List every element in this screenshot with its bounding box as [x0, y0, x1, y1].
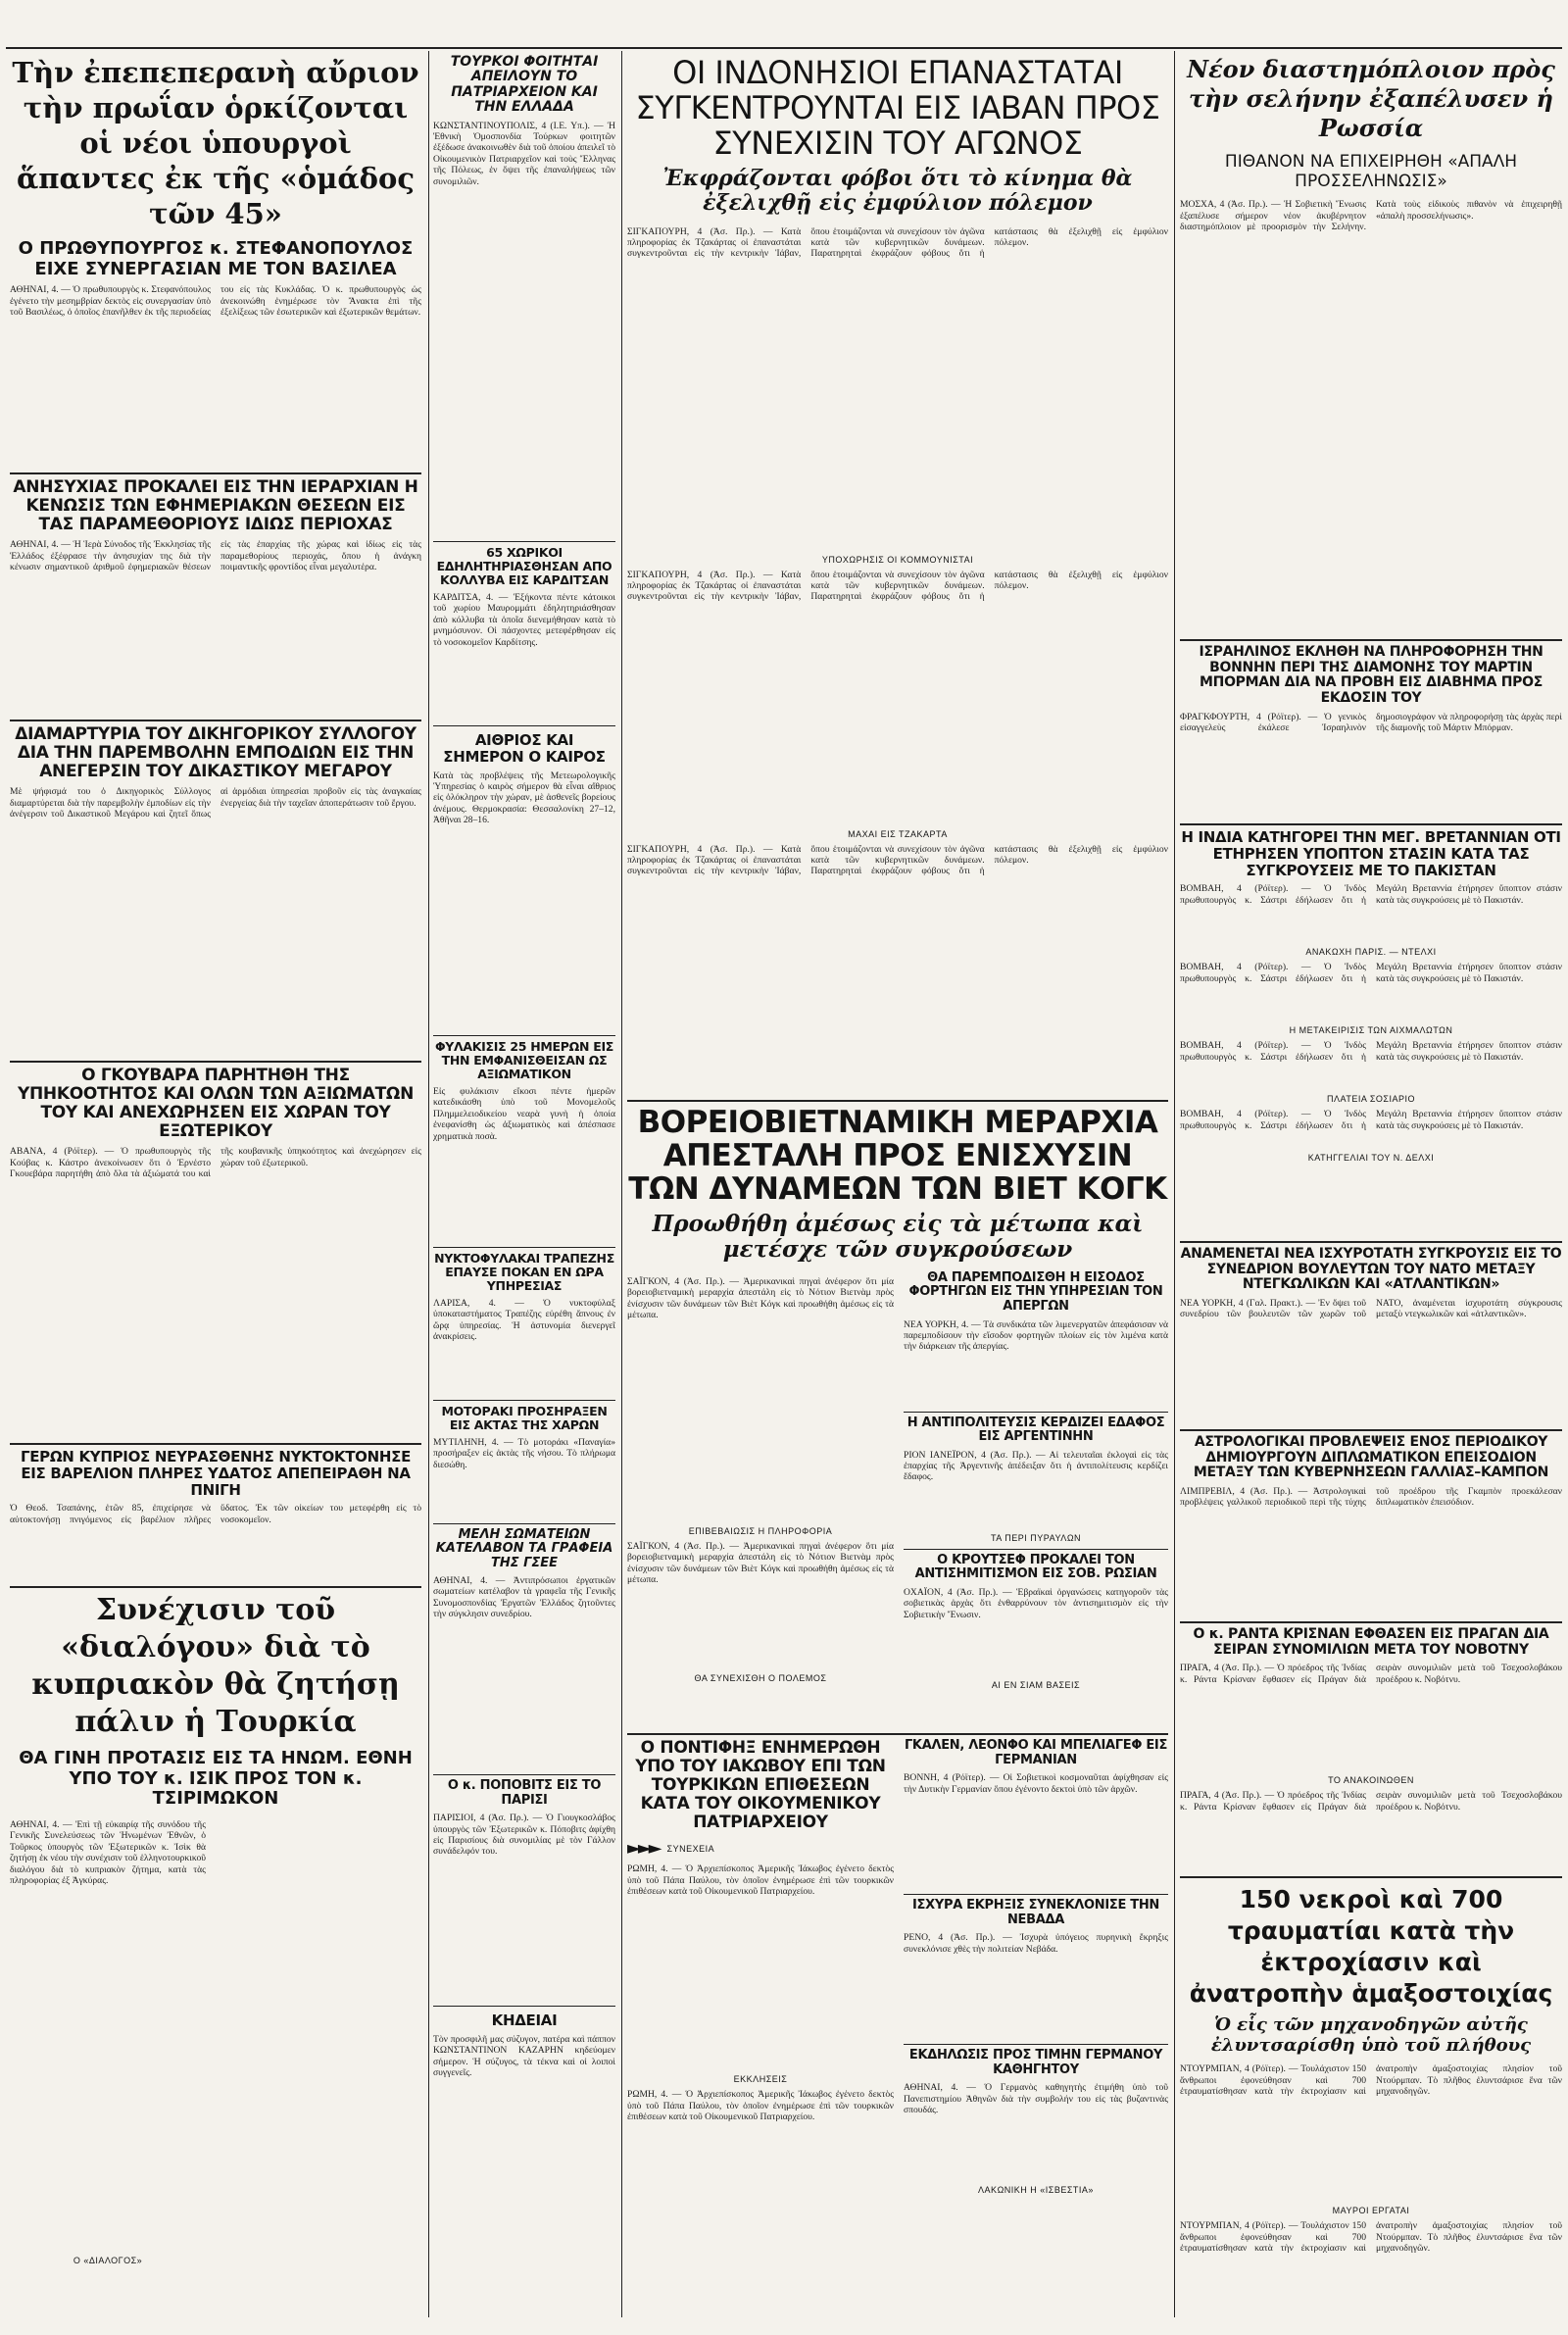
section-heading: ΤΟ ΑΝΑΚΟΙΝΩΘΕΝ — [1328, 1775, 1414, 1786]
article-radhakrishnan-prague — [1180, 1621, 1562, 1872]
headline: ΜΕΛΗ ΣΩΜΑΤΕΙΩΝ ΚΑΤΕΛΑΒΟΝ ΤΑ ΓΡΑΦΕΙΑ ΤΗΣ ΓΣΕΕ — [435, 1527, 613, 1570]
article-cypriot-elder — [10, 1443, 421, 1582]
article-body: ΒΟΝΝΗ, 4 (Ρόϊτερ). — Οἱ Σοβιετικοὶ κοσμοναῦται ἀφίχθησαν εἰς τὴν Δυτικὴν Γερμανίαν ὅπου ἐγένοντο δεκτοὶ ὑπὸ τῶν ἀρχῶν. — [904, 1772, 1168, 1795]
article-body: ΚΩΝΣΤΑΝΤΙΝΟΥΠΟΛΙΣ, 4 (Ι.Ε. Υπ.). — Ἡ Ἐθνικὴ Ὁμοσπονδία Τούρκων φοιτητῶν ἐξέδωσε ἀνακοινωθὲν διὰ τοῦ ὁποίου ἀπειλεῖ τὸ Οἰκουμενικὸν Πατριαρχεῖον καὶ τοὺς Ἕλληνας τῆς Πόλεως, ἐν ὄψει τῆς ἐπαναλήψεως τῶν συνομιλιῶν. — [433, 120, 615, 187]
article-body: ΡΩΜΗ, 4. — Ὁ Ἀρχιεπίσκοπος Ἀμερικῆς Ἰάκωβος ἐγένετο δεκτὸς ὑπὸ τοῦ Πάπα Παύλου, τὸν ὁποῖον ἐνημέρωσε ἐπὶ τῶν τουρκικῶν ἐπιθέσεων κατὰ τοῦ Οἰκουμενικοῦ Πατριαρχείου. — [627, 1863, 894, 1897]
article-body: Τὸν προσφιλῆ μας σύζυγον, πατέρα καὶ πάππον ΚΩΝΣΤΑΝΤΙΝΟΝ ΚΑΖΑΡΗΝ κηδεύομεν σήμερον. Ἡ σύζυγος, τὰ τέκνα καὶ οἱ λοιποὶ συγγενεῖς. — [433, 2033, 615, 2079]
article-indonesian-rebels — [627, 55, 1168, 1094]
article-turkish-students — [433, 55, 615, 535]
subheadline: Ὁ εἷς τῶν μηχανοδηγῶν αὐτῆς ἐλυντσαρίσθη ὑπὸ τοῦ πλήθους — [1210, 2014, 1532, 2056]
article-body: ΡΕΝΟ, 4 (Ἀσ. Πρ.). — Ἰσχυρὰ ὑπόγειος πυρηνικὴ ἔκρηξις συνεκλόνισε χθὲς τὴν πολιτείαν Νεβάδα. — [904, 1932, 1168, 1955]
section-heading: ΚΑΤΗΓΓΕΛΙΑΙ ΤΟΥ Ν. ΔΕΛΧΙ — [1307, 1153, 1435, 1164]
article-body: ΣΑΪΓΚΟΝ, 4 (Ἀσ. Πρ.). — Ἀμερικανικαὶ πηγαὶ ἀνέφερον ὅτι μία βορειοβιετναμικὴ μεραρχία ἀπεστάλη εἰς τὸ Νότιον Βιετνὰμ πρὸς ἐνίσχυσιν τῶν δυνάμεων τῶν Βιὲτ Κόγκ καὶ προωθήθη ἀμέσως εἰς τὰ μέτωπα. — [627, 1540, 894, 1586]
article-nato-parliamentarians — [1180, 1241, 1562, 1425]
section-heading: ΤΑ ΠΕΡΙ ΠΥΡΑΥΛΩΝ — [990, 1532, 1082, 1543]
section-heading: ΕΚΚΛΗΣΕΙΣ — [733, 2074, 788, 2085]
article-body: ΝΕΑ ΥΟΡΚΗ, 4. — Τὰ συνδικάτα τῶν λιμενεργατῶν ἀπεφάσισαν νὰ παρεμποδίσουν τὴν εἴσοδον φορτηγῶν πλοίων εἰς τὸν λιμένα κατὰ τὴν διάρκειαν τῆς ἀπεργίας. — [904, 1318, 1168, 1353]
headline: ΚΗΔΕΙΑΙ — [491, 2012, 558, 2029]
article-body: ΡΩΜΗ, 4. — Ὁ Ἀρχιεπίσκοπος Ἀμερικῆς Ἰάκωβος ἐγένετο δεκτὸς ὑπὸ τοῦ Πάπα Παύλου, τὸν ὁποῖον ἐνημέρωσε ἐπὶ τῶν τουρκικῶν ἐπιθέσεων κατὰ τοῦ Οἰκουμενικοῦ Πατριαρχείου. — [627, 2089, 894, 2122]
section-heading: Η ΜΕΤΑΚΕΙΡΙΣΙΣ ΤΩΝ ΑΙΧΜΑΛΩΤΩΝ — [1289, 1025, 1453, 1036]
article-train-derailment — [1180, 1876, 1562, 2323]
article-motorboat — [433, 1400, 615, 1518]
headline: ΑΣΤΡΟΛΟΓΙΚΑΙ ΠΡΟΒΛΕΨΕΙΣ ΕΝΟΣ ΠΕΡΙΟΔΙΚΟΥ ΔΗΜΙΟΥΡΓΟΥΝ ΔΙΠΛΩΜΑΤΙΚΟΝ ΕΠΕΙΣΟΔΙΟΝ ΜΕΤΑΞΥ ΤΩΝ ΚΥΒΕΡΝΗΣΕΩΝ ΓΑΛΛΙΑΣ–ΚΑΜΠΟΝ — [1193, 1434, 1549, 1481]
headline: Ο ΚΡΟΥΤΣΕΦ ΠΡΟΚΑΛΕΙ ΤΟΝ ΑΝΤΙΣΗΜΙΤΙΣΜΟΝ ΕΙΣ ΣΟΒ. ΡΩΣΙΑΝ — [914, 1552, 1157, 1582]
continuation-arrow-icon: ►►► — [627, 1838, 660, 1860]
headline: ΜΟΤΟΡΑΚΙ ΠΡΟΣΗΡΑΞΕΝ ΕΙΣ ΑΚΤΑΣ ΤΗΣ ΧΑΡΩΝ — [441, 1404, 608, 1432]
article-body: ΛΑΡΙΣΑ, 4. — Ὁ νυκτοφύλαξ ὑποκαταστήματος Τραπέζης εὑρέθη ἄπνους ἐν ὥρᾳ ὑπηρεσίας. Ἡ ἀστυνομία διενεργεῖ ἀνακρίσεις. — [433, 1298, 615, 1343]
subheadline: Ἐκφράζονται φόβοι ὅτι τὸ κίνημα θὰ ἐξελιχθῇ εἰς ἐμφύλιον πόλεμον — [662, 166, 1133, 217]
column-rule — [1174, 51, 1175, 2317]
continues-label: ΣΥΝΕΧΕΙΑ — [666, 1843, 715, 1854]
column-rule — [428, 51, 429, 2317]
headline: ΔΙΑΜΑΡΤΥΡΙΑ ΤΟΥ ΔΙΚΗΓΟΡΙΚΟΥ ΣΥΛΛΟΓΟΥ ΔΙΑ ΤΗΝ ΠΑΡΕΜΒΟΛΗΝ ΕΜΠΟΔΙΩΝ ΕΙΣ ΤΗΝ ΑΝΕΓΕΡΣΙΝ ΤΟΥ ΔΙΚΑΣΤΙΚΟΥ ΜΕΓΑΡΟΥ — [15, 724, 416, 782]
headline: Η ΑΝΤΙΠΟΛΙΤΕΥΣΙΣ ΚΕΡΔΙΖΕΙ ΕΔΑΦΟΣ ΕΙΣ ΑΡΓΕΝΤΙΝΗΝ — [906, 1415, 1165, 1445]
article-body: ΑΒΑΝΑ, 4 (Ρόϊτερ). — Ὁ πρωθυπουργὸς τῆς Κούβας κ. Κάστρο ἀνεκοίνωσεν ὅτι ὁ Ἐρνέστο Γκουεβάρα παρητήθη ἀπὸ ὅλα τὰ ἀξιώματά του καὶ τῆς κουβανικῆς ὑπηκοότητος καὶ ἀνεχώρησεν εἰς χώραν τοῦ ἐξωτερικοῦ. — [10, 1146, 421, 1179]
article-body: ΠΑΡΙΣΙΟΙ, 4 (Ἀσ. Πρ.). — Ὁ Γιουγκοσλάβος ὑπουργὸς τῶν Ἐξωτερικῶν κ. Πόποβιτς ἀφίχθη εἰς Παρισίους διὰ συνομιλίας μὲ τὸν Γάλλον συνάδελφόν του. — [433, 1813, 615, 1858]
article-pope-iakovos — [627, 1733, 1168, 2323]
headline: Ο κ. ΠΟΠΟΒΙΤΣ ΕΙΣ ΤΟ ΠΑΡΙΣΙ — [447, 1778, 602, 1808]
headline: ΙΣΡΑΗΛΙΝΟΣ ΕΚΛΗΘΗ ΝΑ ΠΛΗΡΟΦΟΡΗΣΗ ΤΗΝ ΒΟΝΝΗΝ ΠΕΡΙ ΤΗΣ ΔΙΑΜΟΝΗΣ ΤΟΥ ΜΑΡΤΙΝ ΜΠΟΡΜΑΝ ΔΙΑ ΝΑ ΠΡΟΒΗ ΕΙΣ ΔΙΑΒΗΜΑ ΠΡΟΣ ΕΚΔΟΣΙΝ ΤΟΥ — [1199, 644, 1544, 707]
headline: ΙΣΧΥΡΑ ΕΚΡΗΞΙΣ ΣΥΝΕΚΛΟΝΙΣΕ ΤΗΝ ΝΕΒΑΔΑ — [912, 1898, 1159, 1927]
article-cosmonauts-germany — [904, 1735, 1168, 1895]
article-body: ΑΘΗΝΑΙ, 4. — Ὁ πρωθυπουργὸς κ. Στεφανόπουλος ἐγένετο τὴν μεσημβρίαν δεκτὸς εἰς συνεργασίαν ὑπὸ τοῦ Βασιλέως, ὁ ὁποῖος ἐπανῆλθεν ἐκ τῆς περιοδείας του εἰς τὰς Κυκλάδας. Ὁ κ. πρωθυπουργὸς ὡς ἀνεκοινώθη ἐνημέρωσε τὸν Ἄνακτα ἐπὶ τῆς ἐξελίξεως τῶν ἐσωτερικῶν καὶ ἐξωτερικῶν θεμάτων. — [10, 284, 421, 319]
article-body: ΒΟΜΒΑΗ, 4 (Ρόϊτερ). — Ὁ Ἰνδὸς πρωθυπουργὸς κ. Σάστρι ἐδήλωσεν ὅτι ἡ Μεγάλη Βρεταννία ἐτήρησεν ὕποπτον στάσιν κατὰ τὰς συγκρούσεις μὲ τὸ Πακιστάν. — [1180, 883, 1562, 906]
article-body: ΜΟΣΧΑ, 4 (Ἀσ. Πρ.). — Ἡ Σοβιετικὴ Ἕνωσις ἐξαπέλυσε σήμερον νέον ἀκυβέρνητον διαστημόπλοιον μὲ προορισμὸν τὴν Σελήνην. Κατὰ τοὺς εἰδικοὺς πιθανὸν νὰ ἐπιχειρηθῇ «ἀπαλὴ προσσελήνωσις». — [1180, 199, 1562, 232]
headline: Συνέχισιν τοῦ «διαλόγου» διὰ τὸ κυπριακὸν θὰ ζητήσῃ πάλιν ἡ Τουρκία — [31, 1593, 400, 1739]
article-body: ΣΑΪΓΚΟΝ, 4 (Ἀσ. Πρ.). — Ἀμερικανικαὶ πηγαὶ ἀνέφερον ὅτι μία βορειοβιετναμικὴ μεραρχία ἀπεστάλη εἰς τὸ Νότιον Βιετνὰμ πρὸς ἐνίσχυσιν τῶν δυνάμεων τῶν Βιὲτ Κόγκ καὶ προωθήθη ἀμέσως εἰς τὰ μέτωπα. — [627, 1275, 894, 1321]
headline: ΒΟΡΕΙΟΒΙΕΤΝΑΜΙΚΗ ΜΕΡΑΡΧΙΑ ΑΠΕΣΤΑΛΗ ΠΡΟΣ ΕΝΙΣΧΥΣΙΝ ΤΩΝ ΔΥΝΑΜΕΩΝ ΤΩΝ ΒΙΕΤ ΚΟΓΚ — [628, 1105, 1167, 1207]
article-body: Εἰς φυλάκισιν εἴκοσι πέντε ἡμερῶν κατεδικάσθη ὑπὸ τοῦ Μονομελοῦς Πλημμελειοδικείου νεαρὰ γυνὴ ἡ ὁποία ἐνεφανίσθη ὡς ἀξιωματικὸς καὶ ἀπέσπασε χρηματικὰ ποσὰ. — [433, 1086, 615, 1142]
headline: ΦΥΛΑΚΙΣΙΣ 25 ΗΜΕΡΩΝ ΕΙΣ ΤΗΝ ΕΜΦΑΝΙΣΘΕΙΣΑΝ ΩΣ ΑΞΙΩΜΑΤΙΚΟΝ — [434, 1039, 614, 1081]
article-impostor-officer — [433, 1035, 615, 1242]
article-body: Κατὰ τὰς προβλέψεις τῆς Μετεωρολογικῆς Ὑπηρεσίας ὁ καιρὸς σήμερον θὰ εἶναι αἴθριος εἰς ὁλόκληρον τὴν χώραν, μὲ ἀσθενεῖς βορείους ἀνέμους. Θερμοκρασία: Θεσσαλονίκη 27–12, Ἀθῆναι 28–16. — [433, 770, 615, 826]
headline: ΓΕΡΩΝ ΚΥΠΡΙΟΣ ΝΕΥΡΑΣΘΕΝΗΣ ΝΥΚΤΟΚΤΟΝΗΣΕ ΕΙΣ ΒΑΡΕΛΙΟΝ ΠΛΗΡΕΣ ΥΔΑΤΟΣ ΑΠΕΠΕΙΡΑΘΗ ΝΑ ΠΝΙΓΗ — [20, 1448, 412, 1499]
article-body: ΒΟΜΒΑΗ, 4 (Ρόϊτερ). — Ὁ Ἰνδὸς πρωθυπουργὸς κ. Σάστρι ἐδήλωσεν ὅτι ἡ Μεγάλη Βρεταννία ἐτήρησεν ὕποπτον στάσιν κατὰ τὰς συγκρούσεις μὲ τὸ Πακιστάν. — [1180, 962, 1562, 984]
article-body: ΒΟΜΒΑΗ, 4 (Ρόϊτερ). — Ὁ Ἰνδὸς πρωθυπουργὸς κ. Σάστρι ἐδήλωσεν ὅτι ἡ Μεγάλη Βρεταννία ἐτήρησεν ὕποπτον στάσιν κατὰ τὰς συγκρούσεις μὲ τὸ Πακιστάν. — [1180, 1109, 1562, 1131]
article-unions-gsee — [433, 1523, 615, 1769]
headline: ΑΙΘΡΙΟΣ ΚΑΙ ΣΗΜΕΡΟΝ Ο ΚΑΙΡΟΣ — [443, 731, 606, 766]
article-astrology-incident — [1180, 1429, 1562, 1617]
article-bar-association — [10, 720, 421, 1057]
section-heading: Ο «ΔΙΑΛΟΓΟΣ» — [73, 2256, 143, 2266]
article-body: ΝΤΟΥΡΜΠΑΝ, 4 (Ρόϊτερ). — Τουλάχιστον 150 ἄνθρωποι ἐφονεύθησαν καὶ 700 ἐτραυματίσθησαν κατὰ τὴν ἐκτροχίασιν καὶ ἀνατροπὴν ἁμαξοστοιχίας πλησίον τοῦ Ντούρμπαν. Τὸ πλῆθος ἐλυντσάρισε ἕνα τῶν μηχανοδηγῶν. — [1180, 2063, 1562, 2098]
headline: Ο ΓΚΟΥΒΑΡΑ ΠΑΡΗΤΗΘΗ ΤΗΣ ΥΠΗΚΟΟΤΗΤΟΣ ΚΑΙ ΟΛΩΝ ΤΩΝ ΑΞΙΩΜΑΤΩΝ ΤΟΥ ΚΑΙ ΑΝΕΧΩΡΗΣΕΝ ΕΙΣ ΧΩΡΑΝ ΤΟΥ ΕΞΩΤΕΡΙΚΟΥ — [17, 1066, 415, 1142]
masthead-rule — [6, 47, 1562, 49]
article-body: ΠΡΑΓΑ, 4 (Ἀσ. Πρ.). — Ὁ πρόεδρος τῆς Ἰνδίας κ. Ράντα Κρίσναν ἔφθασεν εἰς Πράγαν διὰ σειρὰν συνομιλιῶν μετὰ τοῦ Τσεχοσλοβάκου προέδρου κ. Νοβότνυ. — [1180, 1790, 1562, 1813]
article-ministers-oath — [10, 55, 421, 467]
article-poisoning — [433, 541, 615, 719]
article-body: ΑΘΗΝΑΙ, 4. — Ἀντιπρόσωποι ἐργατικῶν σωματείων κατέλαβον τὰ γραφεῖα τῆς Γενικῆς Συνομοσπονδίας Ἐργατῶν Ἑλλάδος ζητοῦντες τὴν σύγκλησιν συνεδρίου. — [433, 1574, 615, 1620]
subheadline: ΘΑ ΓΙΝΗ ΠΡΟΤΑΣΙΣ ΕΙΣ ΤΑ ΗΝΩΜ. ΕΘΝΗ ΥΠΟ ΤΟΥ κ. ΙΣΙΚ ΠΡΟΣ ΤΟΝ κ. ΤΣΙΡΙΜΩΚΟΝ — [19, 1748, 413, 1810]
article-body: ΝΕΑ ΥΟΡΚΗ, 4 (Γαλ. Πρακτ.). — Ἐν ὄψει τοῦ συνεδρίου τῶν βουλευτῶν τῶν χωρῶν τοῦ ΝΑΤΟ, ἀναμένεται ἰσχυροτάτη σύγκρουσις μεταξὺ ντεγκωλικῶν καὶ «ἀτλαντικῶν». — [1180, 1298, 1562, 1320]
headline: 65 ΧΩΡΙΚΟΙ ΕΔΗΛΗΤΗΡΙΑΣΘΗΣΑΝ ΑΠΟ ΚΟΛΛΥΒΑ ΕΙΣ ΚΑΡΔΙΤΣΑΝ — [436, 545, 612, 587]
section-heading: ΑΙ ΕΝ ΣΙΑΜ ΒΑΣΕΙΣ — [991, 1679, 1081, 1690]
headline: ΟΙ ΙΝΔΟΝΗΣΙΟΙ ΕΠΑΝΑΣΤΑΤΑΙ ΣΥΓΚΕΝΤΡΟΥΝΤΑΙ ΕΙΣ ΙΑΒΑΝ ΠΡΟΣ ΣΥΝΕΧΙΣΙΝ ΤΟΥ ΑΓΩΝΟΣ — [635, 55, 1160, 162]
article-body: ΑΘΗΝΑΙ, 4. — Ὁ Γερμανὸς καθηγητὴς ἐτιμήθη ὑπὸ τοῦ Πανεπιστημίου Ἀθηνῶν διὰ τὴν συμβολήν του εἰς τὰς βυζαντινὰς σπουδάς. — [904, 2082, 1168, 2116]
article-body: ΣΙΓΚΑΠΟΥΡΗ, 4 (Ἀσ. Πρ.). — Κατὰ πληροφορίας ἐκ Τζακάρτας οἱ ἐπαναστάται συγκεντροῦνται εἰς τὴν κεντρικὴν Ἰάβαν, ὅπου ἑτοιμάζονται νὰ συνεχίσουν τὸν ἀγῶνα κατὰ τῶν κυβερνητικῶν δυνάμεων. Παρατηρηταὶ ἐκφράζουν φόβους ὅτι ἡ κατάστασις θὰ ἐξελιχθῇ εἰς ἐμφύλιον πόλεμον. — [627, 569, 1168, 603]
article-body: ΒΟΜΒΑΗ, 4 (Ρόϊτερ). — Ὁ Ἰνδὸς πρωθυπουργὸς κ. Σάστρι ἐδήλωσεν ὅτι ἡ Μεγάλη Βρεταννία ἐτήρησεν ὕποπτον στάσιν κατὰ τὰς συγκρούσεις μὲ τὸ Πακιστάν. — [1180, 1040, 1562, 1063]
article-funerals — [433, 2006, 615, 2320]
section-heading: ΜΑΥΡΟΙ ΕΡΓΑΤΑΙ — [1332, 2206, 1410, 2216]
article-night-guard — [433, 1247, 615, 1395]
article-clergy-vacancies — [10, 472, 421, 716]
article-german-professor — [904, 2045, 1168, 2197]
section-heading: ΘΑ ΣΥΝΕΧΙΣΘΗ Ο ΠΟΛΕΜΟΣ — [694, 1672, 827, 1683]
article-body: ΑΘΗΝΑΙ, 4. — Ἐπὶ τῇ εὐκαιρίᾳ τῆς συνόδου τῆς Γενικῆς Συνελεύσεως τῶν Ἡνωμένων Ἐθνῶν, ὁ Τοῦρκος ὑπουργὸς τῶν Ἐξωτερικῶν κ. Ἰσὶκ θὰ ζητήσῃ ἐκ νέου τὴν συνέχισιν τοῦ ἑλληνοτουρκικοῦ διαλόγου διὰ τὸ κυπριακὸν ζήτημα, κατὰ τὰς πληροφορίας ἐξ Ἀγκύρας. — [10, 1819, 206, 1887]
section-heading: ΥΠΟΧΩΡΗΣΙΣ ΟΙ ΚΟΜΜΟΥΝΙΣΤΑΙ — [821, 554, 974, 565]
article-body: ΦΡΑΓΚΦΟΥΡΤΗ, 4 (Ρόϊτερ). — Ὁ γενικὸς εἰσαγγελεὺς ἐκάλεσε Ἰσραηλινὸν δημοσιογράφον νὰ πληροφορήσῃ τὰς ἀρχὰς περὶ τῆς διαμονῆς τοῦ Μάρτιν Μπόρμαν. — [1180, 711, 1562, 734]
article-body: ΣΙΓΚΑΠΟΥΡΗ, 4 (Ἀσ. Πρ.). — Κατὰ πληροφορίας ἐκ Τζακάρτας οἱ ἐπαναστάται συγκεντροῦνται εἰς τὴν κεντρικὴν Ἰάβαν, ὅπου ἑτοιμάζονται νὰ συνεχίσουν τὸν ἀγῶνα κατὰ τῶν κυβερνητικῶν δυνάμεων. Παρατηρηταὶ ἐκφράζουν φόβους ὅτι ἡ κατάστασις θὰ ἐξελιχθῇ εἰς ἐμφύλιον πόλεμον. — [627, 225, 1168, 260]
headline: 150 νεκροὶ καὶ 700 τραυματίαι κατὰ τὴν ἐκτροχίασιν καὶ ἀνατροπὴν ἁμαξοστοιχίας — [1189, 1885, 1553, 2008]
article-body: ΡΙΟΝ ΙΑΝΕΪΡΟΝ, 4 (Ἀσ. Πρ.). — Αἱ τελευταῖαι ἐκλογαὶ εἰς τὰς ἐπαρχίας τῆς Ἀργεντινῆς ἀπέδειξαν ὅτι ἡ ἀντιπολίτευσις κερδίζει ἔδαφος. — [904, 1449, 1168, 1483]
article-weather — [433, 725, 615, 1030]
article-body: ΟΧΑΪΟΝ, 4 (Ἀσ. Πρ.). — Ἑβραϊκαὶ ὀργανώσεις κατηγοροῦν τὰς σοβιετικὰς ἀρχὰς ὅτι ἐνθαρρύνουν τὸν ἀντισημιτισμὸν εἰς τὴν Σοβιετικὴν Ἕνωσιν. — [904, 1586, 1168, 1620]
headline: Ο ΠΟΝΤΙΦΗΞ ΕΝΗΜΕΡΩΘΗ ΥΠΟ ΤΟΥ ΙΑΚΩΒΟΥ ΕΠΙ ΤΩΝ ΤΟΥΡΚΙΚΩΝ ΕΠΙΘΕΣΕΩΝ ΚΑΤΑ ΤΟΥ ΟΙΚΟΥΜΕΝΙΚΟΥ ΠΑΤΡΙΑΡΧΕΙΟΥ — [635, 1738, 886, 1833]
subheadline: Προωθήθη ἀμέσως εἰς τὰ μέτωπα καὶ μετέσχε τῶν συγκρούσεων — [652, 1211, 1144, 1264]
article-india-britain — [1180, 823, 1562, 1237]
article-north-vietnam-division — [627, 1100, 1168, 1729]
headline: ΕΚΔΗΛΩΣΙΣ ΠΡΟΣ ΤΙΜΗΝ ΓΕΡΜΑΝΟΥ ΚΑΘΗΓΗΤΟΥ — [908, 2048, 1163, 2077]
article-body: ΛΙΜΠΡΕΒΙΛ, 4 (Ἀσ. Πρ.). — Ἀστρολογικαὶ προβλέψεις γαλλικοῦ περιοδικοῦ περὶ τῆς τύχης τοῦ προέδρου τῆς Γκαμπὸν προεκάλεσαν διπλωματικὸν ἐπεισόδιον. — [1180, 1486, 1562, 1509]
section-heading: ΜΑΧΑΙ ΕΙΣ ΤΖΑΚΑΡΤΑ — [848, 828, 948, 839]
headline: Τὴν ἐπεπεπερανὴ αὔριον τὴν πρωΐαν ὁρκίζονται οἱ νέοι ὑπουργοὶ ἅπαντες ἐκ τῆς «ὁμάδος τῶν 45» — [12, 56, 419, 230]
article-bormann — [1180, 639, 1562, 820]
article-body: ΣΙΓΚΑΠΟΥΡΗ, 4 (Ἀσ. Πρ.). — Κατὰ πληροφορίας ἐκ Τζακάρτας οἱ ἐπαναστάται συγκεντροῦνται εἰς τὴν κεντρικὴν Ἰάβαν, ὅπου ἑτοιμάζονται νὰ συνεχίσουν τὸν ἀγῶνα κατὰ τῶν κυβερνητικῶν δυνάμεων. Παρατηρηταὶ ἐκφράζουν φόβους ὅτι ἡ κατάστασις θὰ ἐξελιχθῇ εἰς ἐμφύλιον πόλεμον. — [627, 843, 1168, 877]
headline: ΝΥΚΤΟΦΥΛΑΚΑΙ ΤΡΑΠΕΖΗΣ ΕΠΑΥΣΕ ΠΟΚΑΝ ΕΝ ΩΡΑ ΥΠΗΡΕΣΙΑΣ — [434, 1251, 614, 1293]
section-heading: ΛΑΚΩΝΙΚΗ Η «ΙΣΒΕΣΤΙΑ» — [978, 2185, 1094, 2196]
headline: Νέον διαστημόπλοιον πρὸς τὴν σελήνην ἐξαπέλυσεν ἡ Ρωσσία — [1187, 55, 1555, 142]
headline: Η ΙΝΔΙΑ ΚΑΤΗΓΟΡΕΙ ΤΗΝ ΜΕΓ. ΒΡΕΤΑΝΝΙΑΝ ΟΤΙ ΕΤΗΡΗΣΕΝ ΥΠΟΠΤΟΝ ΣΤΑΣΙΝ ΚΑΤΑ ΤΑΣ ΣΥΓΚΡΟΥΣΕΙΣ ΜΕ ΤΟ ΠΑΚΙΣΤΑΝ — [1181, 828, 1561, 879]
headline: ΑΝΗΣΥΧΙΑΣ ΠΡΟΚΑΛΕΙ ΕΙΣ ΤΗΝ ΙΕΡΑΡΧΙΑΝ Η ΚΕΝΩΣΙΣ ΤΩΝ ΕΦΗΜΕΡΙΑΚΩΝ ΘΕΣΕΩΝ ΕΙΣ ΤΑΣ ΠΑΡΑΜΕΘΟΡΙΟΥΣ ΙΔΙΩΣ ΠΕΡΙΟΧΑΣ — [13, 477, 418, 535]
article-soviet-moon-probe — [1180, 55, 1562, 633]
article-body: ΝΤΟΥΡΜΠΑΝ, 4 (Ρόϊτερ). — Τουλάχιστον 150 ἄνθρωποι ἐφονεύθησαν καὶ 700 ἐτραυματίσθησαν κατὰ τὴν ἐκτροχίασιν καὶ ἀνατροπὴν ἁμαξοστοιχίας πλησίον τοῦ Ντούρμπαν. Τὸ πλῆθος ἐλυντσάρισε ἕνα τῶν μηχανοδηγῶν. — [1180, 2220, 1562, 2255]
article-freighters-strike — [904, 1271, 1168, 1413]
article-body: ΠΡΑΓΑ, 4 (Ἀσ. Πρ.). — Ὁ πρόεδρος τῆς Ἰνδίας κ. Ράντα Κρίσναν ἔφθασεν εἰς Πράγαν διὰ σειρὰν συνομιλιῶν μετὰ τοῦ Τσεχοσλοβάκου προέδρου κ. Νοβότνυ. — [1180, 1663, 1562, 1685]
article-body: ΑΘΗΝΑΙ, 4. — Ἡ Ἱερὰ Σύνοδος τῆς Ἐκκλησίας τῆς Ἑλλάδος ἐξέφρασε τὴν ἀνησυχίαν της διὰ τὴν κένωσιν σημαντικοῦ ἀριθμοῦ ἐφημεριακῶν θέσεων εἰς τὰς ἐπαρχίας τῆς χώρας καὶ ἰδίως εἰς τὰς παραμεθορίους περιοχάς, ὅπου ἡ ἀνάγκη ποιμαντικῆς φροντίδος εἶναι μεγαλυτέρα. — [10, 539, 421, 572]
headline: ΤΟΥΡΚΟΙ ΦΟΙΤΗΤΑΙ ΑΠΕΙΛΟΥΝ ΤΟ ΠΑΤΡΙΑΡΧΕΙΟΝ ΚΑΙ ΤΗΝ ΕΛΛΑΔΑ — [450, 55, 599, 116]
article-body: ΜΥΤΙΛΗΝΗ, 4. — Τὸ μοτοράκι «Παναγία» προσήραξεν εἰς ἀκτὰς τῆς νήσου. Τὸ πλήρωμα διεσώθη. — [433, 1437, 615, 1470]
article-cyprus-dialogue — [10, 1586, 421, 2323]
article-body: ΚΑΡΔΙΤΣΑ, 4. — Ἑξήκοντα πέντε κάτοικοι τοῦ χωρίου Μαυρομμάτι ἐδηλητηριάσθησαν ἀπὸ κόλλυβα τὰ ὁποῖα διενεμήθησαν κατὰ τὸ μνημόσυνον. Οἱ πάσχοντες μετεφέρθησαν εἰς τὸ νοσοκομεῖον Καρδίτσης. — [433, 592, 615, 648]
article-popovic — [433, 1774, 615, 2001]
subheadline: ΠΙΘΑΝΟΝ ΝΑ ΕΠΙΧΕΙΡΗΘΗ «ΑΠΑΛΗ ΠΡΟΣΣΕΛΗΝΩΣΙΣ» — [1224, 152, 1518, 191]
article-argentina-opposition — [904, 1413, 1168, 1550]
headline: ΘΑ ΠΑΡΕΜΠΟΔΙΣΘΗ Η ΕΙΣΟΔΟΣ ΦΟΡΤΗΓΩΝ ΕΙΣ ΤΗΝ ΥΠΗΡΕΣΙΑΝ ΤΟΝ ΑΠΕΡΓΩΝ — [908, 1270, 1163, 1314]
article-body: Ὁ Θεοδ. Τσαπάνης, ἐτῶν 85, ἐπιχείρησε νὰ αὐτοκτονήσῃ πνιγόμενος εἰς βαρέλιον πλῆρες ὕδατος. Ἐκ τῶν οἰκείων του μετεφέρθη εἰς τὸ νοσοκομεῖον. — [10, 1503, 421, 1525]
article-body: Μὲ ψήφισμά του ὁ Δικηγορικὸς Σύλλογος διαμαρτύρεται διὰ τὴν παρεμβολὴν ἐμποδίων εἰς τὴν ἀνέγερσιν τοῦ Δικαστικοῦ Μεγάρου καὶ ζητεῖ ὅπως αἱ ἁρμόδιαι ὑπηρεσίαι προβοῦν εἰς τὰς ἀναγκαίας ἐνεργείας διὰ τὴν ταχεῖαν ἀποπεράτωσιν τοῦ ἔργου. — [10, 786, 421, 820]
headline: ΓΚΑΛΕΝ, ΛΕΟΝΦΟ ΚΑΙ ΜΠΕΛΙΑΓΕΦ ΕΙΣ ΓΕΡΜΑΝΙΑΝ — [904, 1738, 1168, 1767]
section-heading: ΑΝΑΚΩΧΗ ΠΑΡΙΣ. — ΝΤΕΛΧΙ — [1305, 947, 1437, 958]
section-heading: ΠΛΑΤΕΙΑ ΣΟΣΙΑΡΙΟ — [1327, 1094, 1415, 1105]
subheadline: Ο ΠΡΩΘΥΠΟΥΡΓΟΣ κ. ΣΤΕΦΑΝΟΠΟΥΛΟΣ ΕΙΧΕ ΣΥΝΕΡΓΑΣΙΑΝ ΜΕ ΤΟΝ ΒΑΣΙΛΕΑ — [18, 238, 414, 279]
article-antisemitism — [904, 1550, 1168, 1692]
section-heading: ΕΠΙΒΕΒΑΙΩΣΙΣ Η ΠΛΗΡΟΦΟΡΙΑ — [688, 1525, 833, 1536]
headline: ΑΝΑΜΕΝΕΤΑΙ ΝΕΑ ΙΣΧΥΡΟΤΑΤΗ ΣΥΓΚΡΟΥΣΙΣ ΕΙΣ ΤΟ ΣΥΝΕΔΡΙΟΝ ΒΟΥΛΕΥΤΩΝ ΤΟΥ ΝΑΤΟ ΜΕΤΑΞΥ ΝΤΕΓΚΩΛΙΚΩΝ ΚΑΙ «ΑΤΛΑΝΤΙΚΩΝ» — [1180, 1246, 1562, 1293]
article-nevada-explosion — [904, 1895, 1168, 2045]
article-guevara — [10, 1061, 421, 1439]
headline: Ο κ. ΡΑΝΤΑ ΚΡΙΣΝΑΝ ΕΦΘΑΣΕΝ ΕΙΣ ΠΡΑΓΑΝ ΔΙΑ ΣΕΙΡΑΝ ΣΥΝΟΜΙΛΙΩΝ ΜΕΤΑ ΤΟΥ ΝΟΒΟΤΝΥ — [1193, 1626, 1549, 1658]
column-rule — [621, 51, 622, 2317]
